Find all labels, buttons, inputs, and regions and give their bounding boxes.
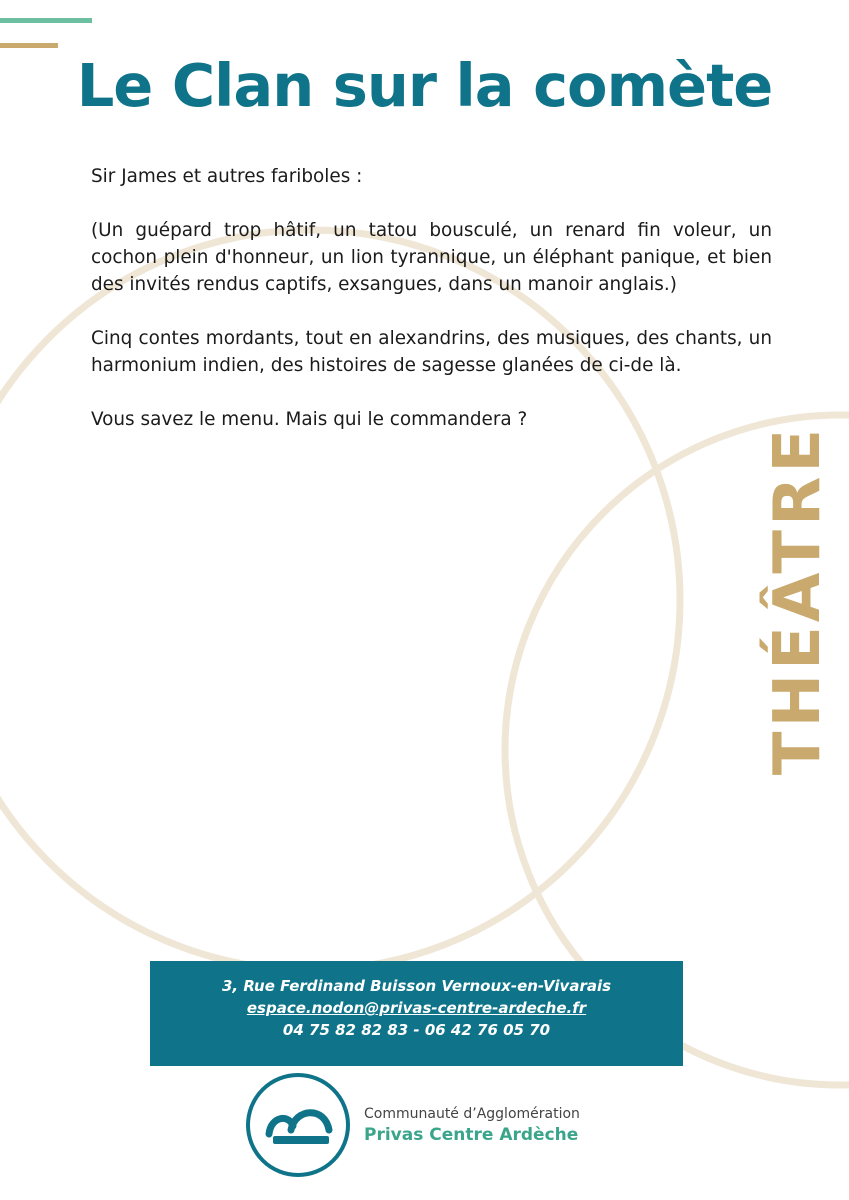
page-title: Le Clan sur la comète: [76, 51, 773, 120]
paragraph-menu: Vous savez le menu. Mais qui le commandera ?: [91, 409, 528, 430]
contact-address: 3, Rue Ferdinand Buisson Vernoux-en-Vivarais: [221, 977, 612, 995]
category-label: [748, 424, 848, 776]
paragraph-intro: Sir James et autres fariboles :: [91, 166, 363, 187]
category-text: THÉÂTRE: [761, 424, 835, 776]
description-text: [91, 163, 772, 460]
logo-line-1: Communauté d’Agglomération: [364, 1106, 580, 1122]
paragraph-contes: Cinq contes mordants, tout en alexandrins, des musiques, des chants, un harmonium indien, des histoires de sagesse glanées de ci-de là.: [91, 328, 772, 376]
logo-line-2: Privas Centre Ardèche: [364, 1125, 579, 1145]
agglomeration-logo: [245, 1072, 605, 1178]
paragraph-animals: (Un guépard trop hâtif, un tatou bousculé, un renard fin voleur, un cochon plein d'honneur, un lion tyrannique, un éléphant panique, et bien des invités rendus captifs, exsangues, dans un manoir anglais.): [91, 220, 772, 295]
contact-box: [150, 961, 683, 1066]
contact-phone: 04 75 82 82 83 - 06 42 76 05 70: [282, 1021, 551, 1039]
logo-text: [364, 1105, 624, 1147]
hills-circle-logo-icon: [245, 1072, 351, 1178]
contact-email-link[interactable]: espace.nodon@privas-centre-ardeche.fr: [246, 999, 587, 1017]
